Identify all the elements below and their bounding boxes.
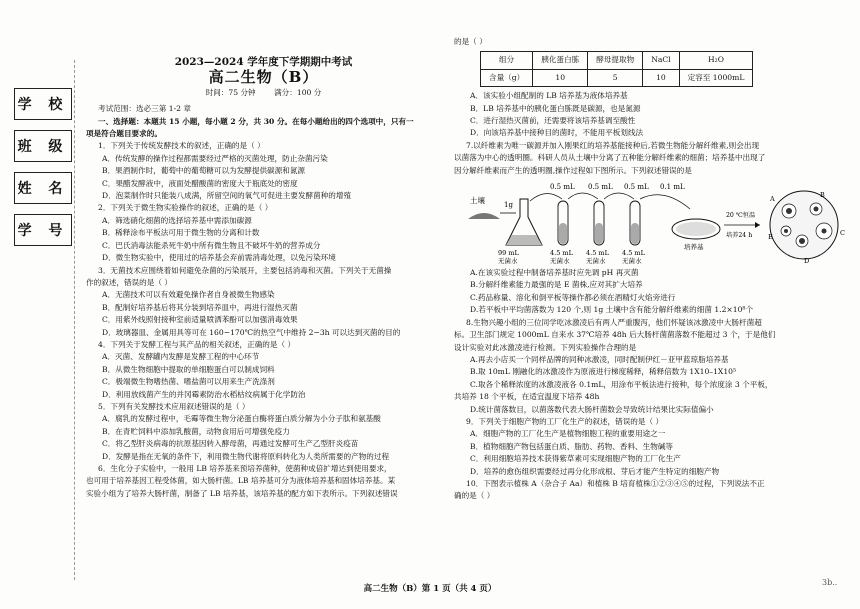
lb-medium-table xyxy=(480,51,753,87)
soil-pile-icon xyxy=(468,213,500,219)
class-label: 班 级 xyxy=(14,130,72,162)
text-line: C．用紫外线照射接种室前适量喷洒苯酚可以加强消毒效果 xyxy=(102,315,298,325)
text-line: D．培养的愈伤组织需要经过再分化形成根、芽后才能产生特定的细胞产物 xyxy=(470,466,720,476)
table-cell: 10 xyxy=(533,69,588,86)
table-row xyxy=(481,52,753,69)
table-row-label: 含量（g） xyxy=(481,69,533,86)
text-line: 2．下列关于微生物实验操作的叙述，正确的是（ ） xyxy=(98,203,273,213)
right-column xyxy=(454,36,854,503)
colony-label: D xyxy=(804,257,810,266)
soil-label: 土壤 xyxy=(470,196,485,206)
text-line: 1．下列关于传统发酵技术的叙述，正确的是（ ） xyxy=(98,141,265,151)
page-footer: 高二生物（B）第 1 页（共 4 页） xyxy=(363,584,497,594)
text-line: B．配制好培养基后将其分装到培养皿中，再进行湿热灭菌 xyxy=(102,302,298,312)
exam-score: 满分：100 分 xyxy=(274,87,322,97)
top-vol-1: 0.5 mL xyxy=(550,183,575,192)
text-line: A．筛选硝化细菌的选择培养基中需添加碳源 xyxy=(102,215,252,225)
text-line: 5．下列有关发酵技术应用叙述错误的是（ ） xyxy=(98,401,250,411)
tube-label-2: 4.5 mL xyxy=(622,249,645,258)
text-line: 设计实验对此冰激凌进行检测。下列实验操作合理的是 xyxy=(454,342,637,352)
text-line: D.若平板中平均菌落数为 120 个,则 1g 土壤中含有能分解纤维素的细菌 1.2×10⁸个 xyxy=(470,305,754,315)
top-vol-2: 0.5 mL xyxy=(588,183,613,192)
text-line: A.再去小店买一个同样品牌的同种冰激凌，同时配制伊红－亚甲蓝琼脂培养基 xyxy=(470,354,729,364)
text-line: A.在该实验过程中制备培养基时应先调 pH 再灭菌 xyxy=(470,268,639,278)
text-line: 因分解纤维素而产生的透明圈,操作过程如下图所示。下列叙述错误的是 xyxy=(454,165,692,175)
student-id-label: 学 号 xyxy=(14,214,72,246)
text-line: 项是符合题目要求的。 xyxy=(86,129,162,139)
left-questions xyxy=(86,103,441,500)
subject-title: 高二生物（B） xyxy=(208,68,319,87)
text-line: B．从微生物细胞中提取的单细胞蛋白可以制成饲料 xyxy=(102,364,275,374)
text-line: 6．生化分子实验中，一般用 LB 培养基来预培养菌种，使菌种成倍扩增达到使用要求， xyxy=(98,464,392,473)
text-line: 4．下列关于发酵工程与其产品的相关叙述，正确的是（ ） xyxy=(98,339,296,349)
text-line: C．巴氏消毒法能杀死牛奶中所有微生物且不破坏牛奶的营养成分 xyxy=(102,240,321,250)
svg-text:无菌水: 无菌水 xyxy=(622,257,642,266)
exam-time: 时间：75 分钟 xyxy=(205,87,256,97)
text-line: 标。卫生部门规定 1000mL 自来水 37℃培养 48h 后大肠杆菌菌落数不能超过 3 个，于是他们 xyxy=(454,330,776,340)
top-vol-0: 1g xyxy=(504,201,513,210)
table-header-cell: 组分 xyxy=(481,52,533,69)
text-line: A．腐乳的发酵过程中，毛霉等微生物分泌蛋白酶将蛋白质分解为小分子肽和氨基酸 xyxy=(102,414,381,424)
text-line: D.统计菌落数目，以菌落数代表大肠杆菌数会导致统计结果比实际值偏小 xyxy=(470,404,714,414)
text-line: A．无菌技术可以有效避免操作者自身被微生物感染 xyxy=(102,290,275,300)
text-line: B．稀释涂布平板法可用于微生物的分离和计数 xyxy=(102,228,260,238)
flask-label-vol: 99 mL xyxy=(498,249,519,258)
plate-label: 培养基 xyxy=(684,243,704,252)
text-line: C．果醋发酵液中，液面处醋酸菌的密度大于瓶底处的密度 xyxy=(102,178,298,188)
tube-label-1: 4.5 mL xyxy=(586,249,609,258)
text-line: 共培养 18 个平板，在适宜温度下培养 48h xyxy=(454,392,600,402)
table-header-cell: NaCl xyxy=(643,52,679,69)
text-line: 9．下列关于细胞产物的工厂化生产的叙述，错误的是（ ） xyxy=(466,416,664,426)
binding-line xyxy=(74,60,75,580)
text-line: C.药品称量、溶化和倒平板等操作都必须在酒精灯火焰旁进行 xyxy=(470,292,676,302)
table-cell: 10 xyxy=(643,69,679,86)
text-line: 3．无菌技术应围绕着如何避免杂菌的污染展开，主要包括消毒和灭菌。下列关于无菌操 xyxy=(98,265,392,275)
text-line: A．传统发酵的操作过程都需要经过严格的灭菌处理，防止杂菌污染 xyxy=(102,153,328,163)
text-line: D．玻璃器皿、金属用具等可在 160−170℃的热空气中维持 2−3h 可以达到灭菌的目的 xyxy=(102,327,401,337)
incubate-label-1: 20 ℃恒温 xyxy=(726,212,756,220)
right-questions-a xyxy=(454,90,854,177)
text-line: 作的叙述，错误的是（ ） xyxy=(86,277,172,287)
colony-label: E xyxy=(768,233,773,242)
svg-text:无菌水: 无菌水 xyxy=(586,257,606,266)
text-line: D．向该培养基中接种目的菌时，不能用平板划线法 xyxy=(470,128,644,138)
text-line: 确的是（ ） xyxy=(454,491,495,501)
text-line: 10．下图表示植株 A（杂合子 Aa）和植株 B 培育植株①②③④⑤的过程，下列说法不正 xyxy=(466,478,765,488)
top-vol-4: 0.1 mL xyxy=(660,183,685,192)
text-line: 7.以纤维素为唯一碳源并加入刚果红的培养基能接种后,若微生物能分解纤维素,则会出现 xyxy=(466,140,760,150)
right-questions-b xyxy=(454,267,854,503)
text-line: 以菌落为中心的透明圈。科研人员从土壤中分离了五种能分解纤维素的细菌；培养基中出现了 xyxy=(454,153,766,163)
table-cell: 5 xyxy=(588,69,643,86)
table-header-cell: H₂O xyxy=(679,52,753,69)
text-line: A．灭菌、发酵罐内发酵是发酵工程的中心环节 xyxy=(102,352,260,362)
colony-label: C xyxy=(840,229,845,238)
flask-label-water: 无菌水 xyxy=(498,257,518,266)
top-vol-3: 0.5 mL xyxy=(624,183,649,192)
text-line: B．在青贮饲料中添加乳酸菌，动物食用后可增强免疫力 xyxy=(102,426,290,436)
text-line: C．利用细胞培养技术获得紫草素可实现细胞产物的工厂化生产 xyxy=(470,454,681,464)
left-column xyxy=(86,50,441,500)
svg-text:无菌水: 无菌水 xyxy=(550,257,570,266)
text-line: A．该实验小组配制的 LB 培养基为液体培养基 xyxy=(470,91,628,101)
text-line: D．利用放线菌产生的并冈霉素防治水稻枯纹病属于化学防治 xyxy=(102,389,306,399)
dilution-figure xyxy=(464,179,854,265)
text-line: C．极端微生物嗜热菌、嗜盐菌可以用来生产洗涤剂 xyxy=(102,377,275,387)
tube-label-0: 4.5 mL xyxy=(550,249,573,258)
table-cell: 定容至 1000mL xyxy=(679,69,753,86)
text-line: B．LB 培养基中的胰化蛋白胨既是碳源，也是氮源 xyxy=(470,103,641,113)
exam-title: 2023—2024 学年度下学期期中考试 xyxy=(174,56,353,68)
text-line: B.分解纤维素能力最强的是 E 菌株,应对其扩大培养 xyxy=(470,280,643,290)
text-line: C．进行湿热灭菌前，还需要将该培养基调至酸性 xyxy=(470,116,636,126)
text-line: D．微生物实验中，使用过的培养基会弃前需消毒处理，以免污染环境 xyxy=(102,253,336,263)
table-header-cell: 酵母提取物 xyxy=(588,52,643,69)
text-line: 也可用于培养基因工程受体菌，如大肠杆菌。LB 培养基可分为液体培养基和固体培养基。某 xyxy=(86,476,396,486)
exam-meta xyxy=(86,87,441,99)
corner-mark: 3b.. xyxy=(822,578,838,587)
incubate-label-2: 培养24 h xyxy=(726,232,753,240)
text-line: 一、选择题：本题共 15 小题，每小题 2 分，共 30 分。在每小题给出的四个选项中，只有一 xyxy=(98,116,414,126)
colony-label: B xyxy=(820,191,825,200)
student-info-sidebar xyxy=(14,88,72,256)
table-row xyxy=(481,69,753,86)
text-line: 实验小组为了培养大肠杆菌，制备了 LB 培养基，该培养基的配方如下表所示。下列叙述错误 xyxy=(86,488,398,498)
text-line: A．细胞产物的工厂化生产是植物细胞工程的重要用途之一 xyxy=(470,429,666,439)
q6-stem-end: 的是（ ） xyxy=(454,37,487,46)
text-line: B．植物细胞产物包括蛋白质、脂肪、药物、香料、生物碱等 xyxy=(470,441,674,451)
text-line: B.取 10mL 刚融化的冰激凌作为原液进行梯度稀释，稀释倍数为 1X10–1X10⁵ xyxy=(470,367,737,377)
text-line: C.取各个稀释浓度的冰激凌液各 0.1mL，用涂布平板法进行接种，每个浓度涂 3 个平板， xyxy=(470,379,773,389)
text-line: 8.生物兴趣小组的三位同学吃冰激凌后有两人严重腹泻，他们怀疑该冰激凌中大肠杆菌超 xyxy=(466,317,762,327)
dilution-diagram xyxy=(464,179,854,265)
name-label: 姓 名 xyxy=(14,172,72,204)
text-line: D．泡菜制作时只能装八成满，所留空间的氧气可促进主要发酵菌种的增殖 xyxy=(102,191,352,201)
text-line: 考试范围：选必三第 1-2 章 xyxy=(98,104,191,114)
table-header-cell: 胰化蛋白胨 xyxy=(533,52,588,69)
text-line: C．将乙型肝炎病毒的抗原基因转入酵母菌，再通过发酵可生产乙型肝炎疫苗 xyxy=(102,439,359,449)
school-label: 学 校 xyxy=(14,88,72,120)
colony-label: A xyxy=(770,195,775,204)
text-line: B．果酒制作时，葡萄中的葡萄糖可以为发酵提供碳源和氮源 xyxy=(102,166,306,176)
text-line: D．发酵是指在无氧的条件下，利用微生物代谢将原料转化为人类所需要的产物的过程 xyxy=(102,451,390,461)
